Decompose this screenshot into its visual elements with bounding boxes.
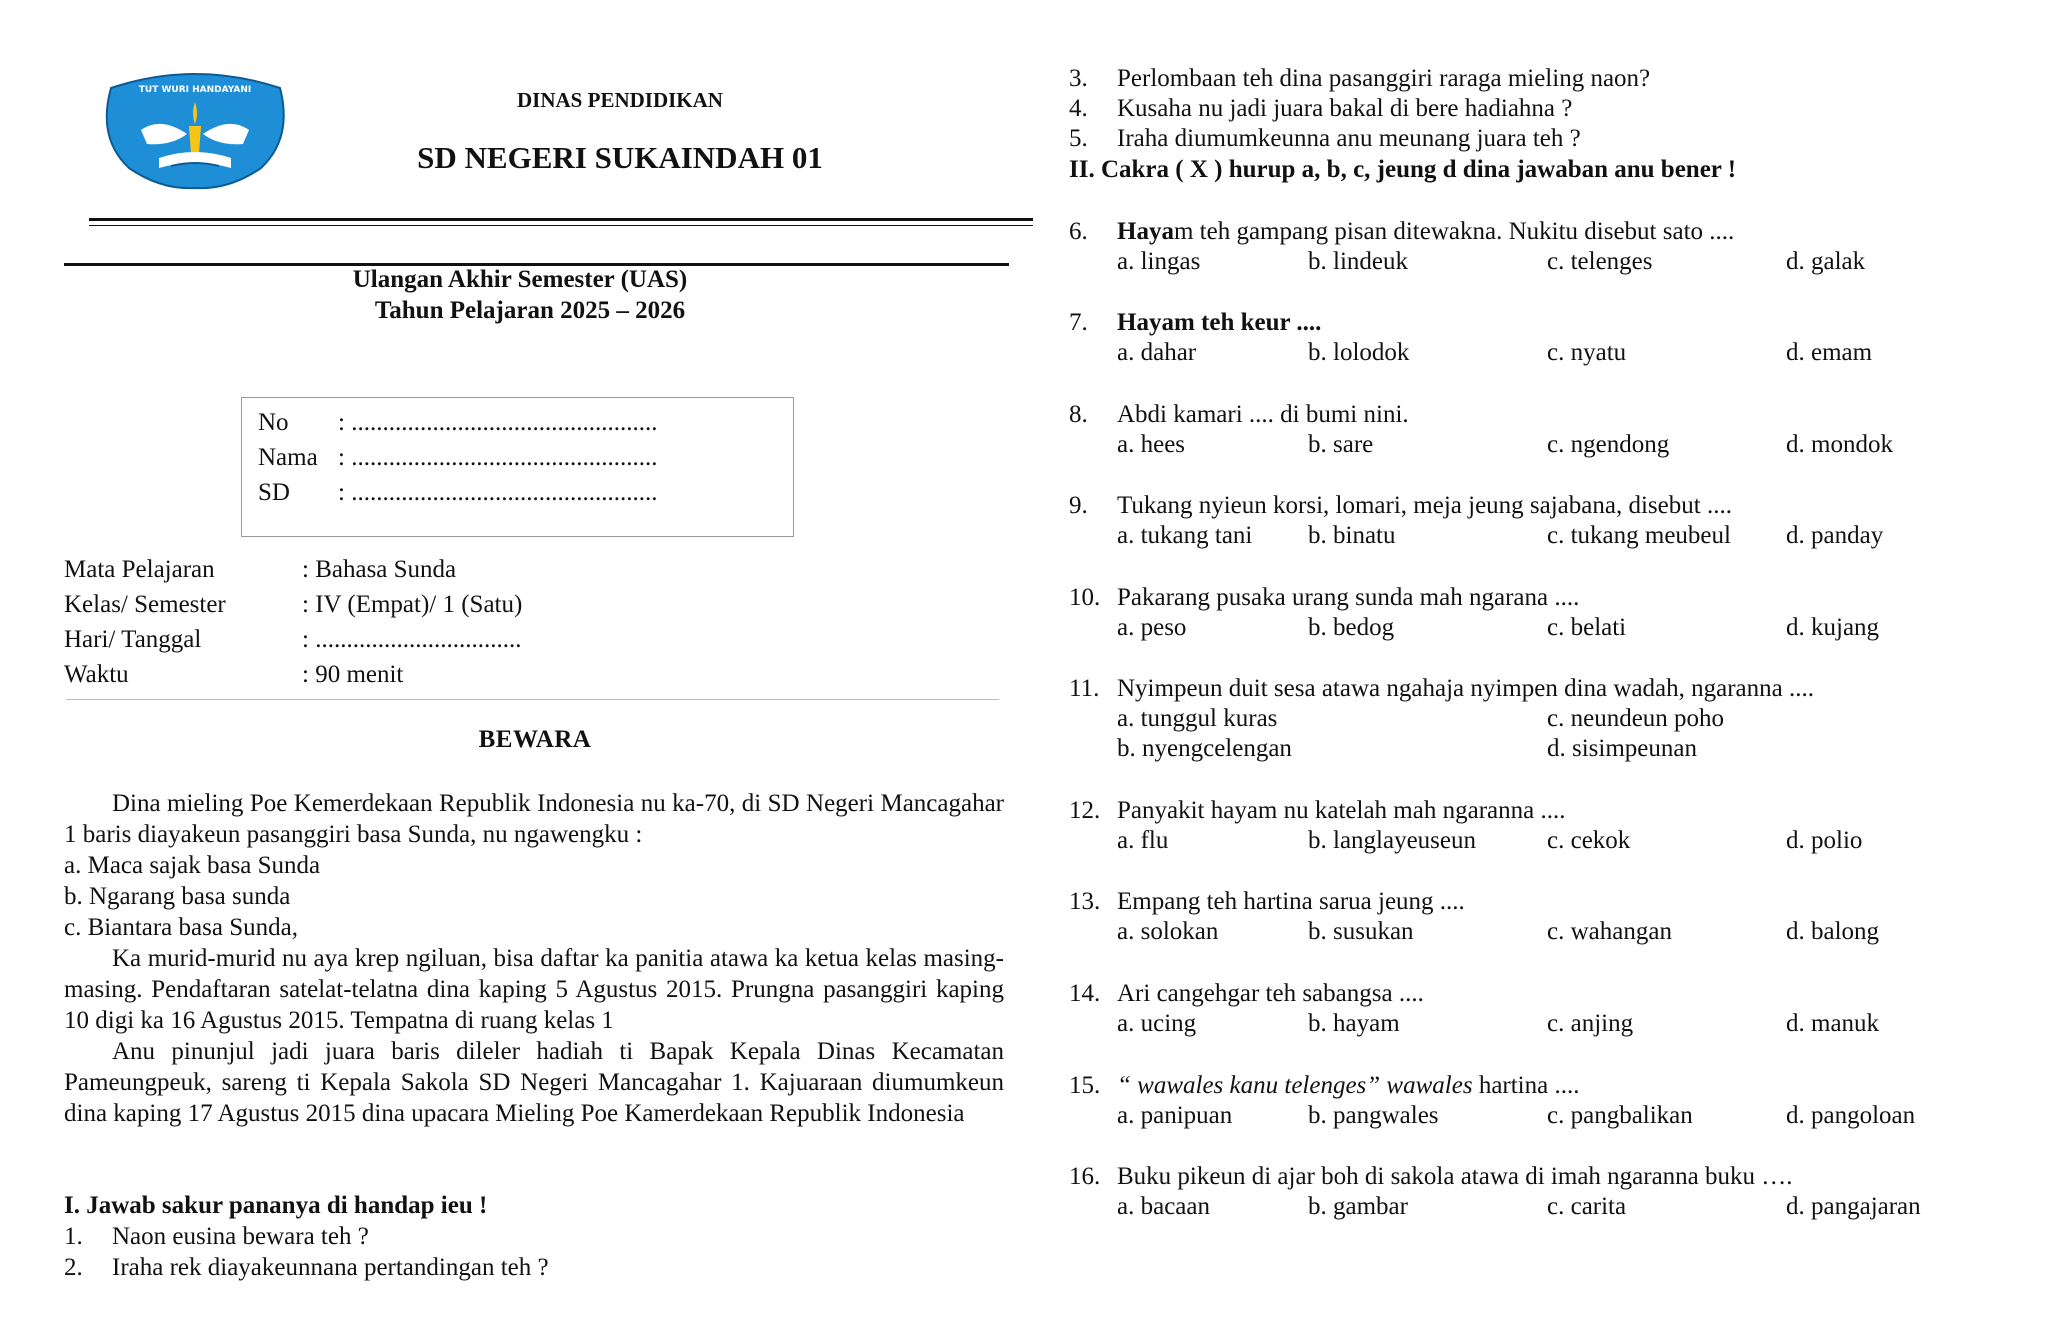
option-a[interactable]: a. flu bbox=[1117, 827, 1169, 854]
mc-question bbox=[1069, 583, 1579, 613]
info-row-time bbox=[64, 660, 403, 690]
question-text: Buku pikeun di ajar boh di sakola atawa di imah ngaranna buku …. bbox=[1117, 1163, 1793, 1190]
option-c[interactable]: c. belati bbox=[1547, 614, 1627, 641]
question-text: Pakarang pusaka urang sunda mah ngarana .... bbox=[1117, 584, 1580, 611]
question-text: hartina .... bbox=[1472, 1072, 1580, 1099]
option-b[interactable]: b. nyengcelengan bbox=[1117, 735, 1292, 762]
question-number: 15. bbox=[1069, 1072, 1101, 1099]
option-d[interactable]: d. sisimpeunan bbox=[1547, 735, 1697, 762]
question-number: 7. bbox=[1069, 309, 1088, 336]
logo-text: TUT WURI HANDAYANI bbox=[138, 85, 252, 95]
question-text: Iraha diumumkeunna anu meunang juara teh ? bbox=[1117, 125, 1581, 152]
identity-label: SD bbox=[258, 479, 290, 506]
announcement-list-item: b. Ngarang basa sunda bbox=[64, 883, 291, 910]
option-a[interactable]: a. dahar bbox=[1117, 339, 1197, 366]
option-a[interactable]: a. panipuan bbox=[1117, 1102, 1233, 1129]
option-c[interactable]: c. tukang meubeul bbox=[1547, 522, 1731, 549]
announcement-heading: BEWARA bbox=[478, 726, 592, 753]
question-number: 9. bbox=[1069, 492, 1088, 519]
exam-year: Tahun Pelajaran 2025 – 2026 bbox=[374, 297, 686, 324]
question-number: 10. bbox=[1069, 584, 1101, 611]
info-row-date bbox=[64, 625, 521, 655]
option-d[interactable]: d. manuk bbox=[1786, 1010, 1880, 1037]
question-text: Naon eusina bewara teh ? bbox=[112, 1223, 369, 1250]
essay-question bbox=[1069, 94, 1572, 124]
identity-label: Nama bbox=[258, 444, 318, 471]
exam-title: Ulangan Akhir Semester (UAS) bbox=[352, 266, 688, 293]
info-divider bbox=[66, 699, 999, 700]
office-name: DINAS PENDIDIKAN bbox=[517, 88, 723, 112]
info-row-class bbox=[64, 590, 522, 620]
question-number: 14. bbox=[1069, 980, 1101, 1007]
essay-question bbox=[1069, 124, 1581, 154]
question-text: Ari cangehgar teh sabangsa .... bbox=[1117, 980, 1424, 1007]
mc-question bbox=[1069, 491, 1732, 521]
option-a[interactable]: a. lingas bbox=[1117, 248, 1201, 275]
identity-label: No bbox=[258, 409, 289, 436]
option-b[interactable]: b. susukan bbox=[1308, 918, 1414, 945]
identity-blank: : ................................................. bbox=[338, 444, 658, 471]
question-number: 3. bbox=[1069, 65, 1088, 92]
mc-question bbox=[1069, 400, 1409, 430]
option-a[interactable]: a. peso bbox=[1117, 614, 1187, 641]
identity-blank: : ................................................. bbox=[338, 409, 658, 436]
question-emphasis: Haya bbox=[1117, 218, 1174, 245]
option-d[interactable]: d. kujang bbox=[1786, 614, 1880, 641]
option-a[interactable]: a. hees bbox=[1117, 431, 1186, 458]
option-c[interactable]: c. carita bbox=[1547, 1193, 1627, 1220]
mc-question bbox=[1069, 979, 1424, 1009]
option-c[interactable]: c. telenges bbox=[1547, 248, 1653, 275]
option-d[interactable]: d. panday bbox=[1786, 522, 1884, 549]
info-value: : Bahasa Sunda bbox=[302, 556, 457, 583]
option-d[interactable]: d. pangajaran bbox=[1786, 1193, 1921, 1220]
essay-question bbox=[64, 1222, 369, 1252]
student-identity-box bbox=[241, 397, 794, 537]
question-number: 11. bbox=[1069, 675, 1100, 702]
option-c[interactable]: c. nyatu bbox=[1547, 339, 1627, 366]
info-label: Hari/ Tanggal bbox=[64, 626, 202, 653]
question-quote: “ wawales kanu telenges” wawales bbox=[1117, 1072, 1473, 1099]
essay-question bbox=[1069, 64, 1650, 94]
mc-question bbox=[1069, 887, 1465, 917]
info-value: : 90 menit bbox=[302, 661, 404, 688]
question-number: 8. bbox=[1069, 401, 1088, 428]
option-b[interactable]: b. gambar bbox=[1308, 1193, 1408, 1220]
identity-row-sd bbox=[258, 478, 657, 508]
identity-blank: : ................................................. bbox=[338, 479, 658, 506]
mc-question bbox=[1069, 217, 1734, 247]
question-text: Tukang nyieun korsi, lomari, meja jeung sajabana, disebut .... bbox=[1117, 492, 1732, 519]
announcement-paragraph: Dina mieling Poe Kemerdekaan Republik Indonesia nu ka-70, di SD Negeri Mancagahar 1 baris diayakeun pasanggiri basa Sunda, nu ngawengku : bbox=[64, 790, 1004, 848]
mc-question bbox=[1069, 1162, 1793, 1192]
option-b[interactable]: b. hayam bbox=[1308, 1010, 1400, 1037]
option-a[interactable]: a. bacaan bbox=[1117, 1193, 1210, 1220]
question-number: 16. bbox=[1069, 1163, 1101, 1190]
option-b[interactable]: b. bedog bbox=[1308, 614, 1395, 641]
question-text: Kusaha nu jadi juara bakal di bere hadiahna ? bbox=[1117, 95, 1573, 122]
section1-heading: I. Jawab sakur pananya di handap ieu ! bbox=[64, 1192, 488, 1219]
mc-question bbox=[1069, 674, 1814, 704]
info-label: Waktu bbox=[64, 661, 129, 688]
info-row-subject bbox=[64, 555, 456, 585]
option-c[interactable]: c. ngendong bbox=[1547, 431, 1670, 458]
option-d[interactable]: d. mondok bbox=[1786, 431, 1893, 458]
essay-question bbox=[64, 1253, 549, 1283]
header-rule-thin bbox=[89, 225, 1033, 226]
question-number: 13. bbox=[1069, 888, 1101, 915]
school-name: SD NEGERI SUKAINDAH 01 bbox=[417, 140, 823, 175]
mc-question bbox=[1069, 1071, 1579, 1101]
info-value: : ................................. bbox=[302, 626, 522, 653]
section2-heading: II. Cakra ( X ) hurup a, b, c, jeung d dina jawaban anu bener ! bbox=[1069, 156, 1737, 183]
question-text: Iraha rek diayakeunnana pertandingan teh ? bbox=[112, 1254, 549, 1281]
option-c[interactable]: c. neundeun poho bbox=[1547, 705, 1725, 732]
option-b[interactable]: b. sare bbox=[1308, 431, 1374, 458]
announcement-paragraph: Anu pinunjul jadi juara baris dileler hadiah ti Bapak Kepala Dinas Kecamatan Pameungpeuk, sareng ti Kepala Sakola SD Negeri Mancagahar 1. Kajuaraan diumumkeun dina kaping 17 Agustus 2015 dina upacara Mieling Poe Kamerdekaan Republik Indonesia bbox=[64, 1038, 1004, 1127]
mc-question bbox=[1069, 308, 1321, 338]
option-c[interactable]: c. wahangan bbox=[1547, 918, 1672, 945]
info-label: Mata Pelajaran bbox=[64, 556, 215, 583]
option-d[interactable]: d. emam bbox=[1786, 339, 1873, 366]
mc-question bbox=[1069, 796, 1565, 826]
option-b[interactable]: b. pangwales bbox=[1308, 1102, 1439, 1129]
option-c[interactable]: c. pangbalikan bbox=[1547, 1102, 1693, 1129]
option-b[interactable]: b. lolodok bbox=[1308, 339, 1410, 366]
option-b[interactable]: b. langlayeuseun bbox=[1308, 827, 1477, 854]
announcement-list-item: c. Biantara basa Sunda, bbox=[64, 914, 298, 941]
question-number: 4. bbox=[1069, 95, 1088, 122]
question-number: 2. bbox=[64, 1254, 83, 1281]
announcement-paragraph: Ka murid-murid nu aya krep ngiluan, bisa daftar ka panitia atawa ka ketua kelas masing-masing. Pendaftaran satelat-telatna dina kaping 5 Agustus 2015. Prungna pasanggiri kaping 10 digi ka 16 Agustus 2015. Tempatna di ruang kelas 1 bbox=[64, 945, 1004, 1034]
announcement-list-item: a. Maca sajak basa Sunda bbox=[64, 852, 321, 879]
option-c[interactable]: c. cekok bbox=[1547, 827, 1631, 854]
question-text: Perlombaan teh dina pasanggiri raraga mieling naon? bbox=[1117, 65, 1651, 92]
option-d[interactable]: d. polio bbox=[1786, 827, 1863, 854]
option-b[interactable]: b. lindeuk bbox=[1308, 248, 1408, 275]
header-rule-thick bbox=[89, 218, 1033, 221]
option-a[interactable]: a. tunggul kuras bbox=[1117, 705, 1278, 732]
question-emphasis: Hayam teh keur .... bbox=[1117, 309, 1322, 336]
option-a[interactable]: a. ucing bbox=[1117, 1010, 1197, 1037]
option-a[interactable]: a. tukang tani bbox=[1117, 522, 1253, 549]
question-text: m teh gampang pisan ditewakna. Nukitu disebut sato .... bbox=[1173, 218, 1735, 245]
option-d[interactable]: d. pangoloan bbox=[1786, 1102, 1916, 1129]
question-text: Empang teh hartina sarua jeung .... bbox=[1117, 888, 1465, 915]
question-text: Panyakit hayam nu katelah mah ngaranna .... bbox=[1117, 797, 1566, 824]
tut-wuri-handayani-logo bbox=[101, 68, 290, 190]
question-text: Abdi kamari .... di bumi nini. bbox=[1117, 401, 1409, 428]
option-c[interactable]: c. anjing bbox=[1547, 1010, 1634, 1037]
question-number: 6. bbox=[1069, 218, 1088, 245]
option-d[interactable]: d. balong bbox=[1786, 918, 1880, 945]
question-number: 1. bbox=[64, 1223, 83, 1250]
identity-row-nama bbox=[258, 443, 657, 473]
option-b[interactable]: b. binatu bbox=[1308, 522, 1396, 549]
info-label: Kelas/ Semester bbox=[64, 591, 226, 618]
option-d[interactable]: d. galak bbox=[1786, 248, 1866, 275]
identity-row-no bbox=[258, 408, 657, 438]
question-text: Nyimpeun duit sesa atawa ngahaja nyimpen dina wadah, ngaranna .... bbox=[1117, 675, 1814, 702]
question-number: 12. bbox=[1069, 797, 1101, 824]
question-number: 5. bbox=[1069, 125, 1088, 152]
info-value: : IV (Empat)/ 1 (Satu) bbox=[302, 591, 523, 618]
announcement-body bbox=[64, 788, 1004, 1129]
option-a[interactable]: a. solokan bbox=[1117, 918, 1219, 945]
